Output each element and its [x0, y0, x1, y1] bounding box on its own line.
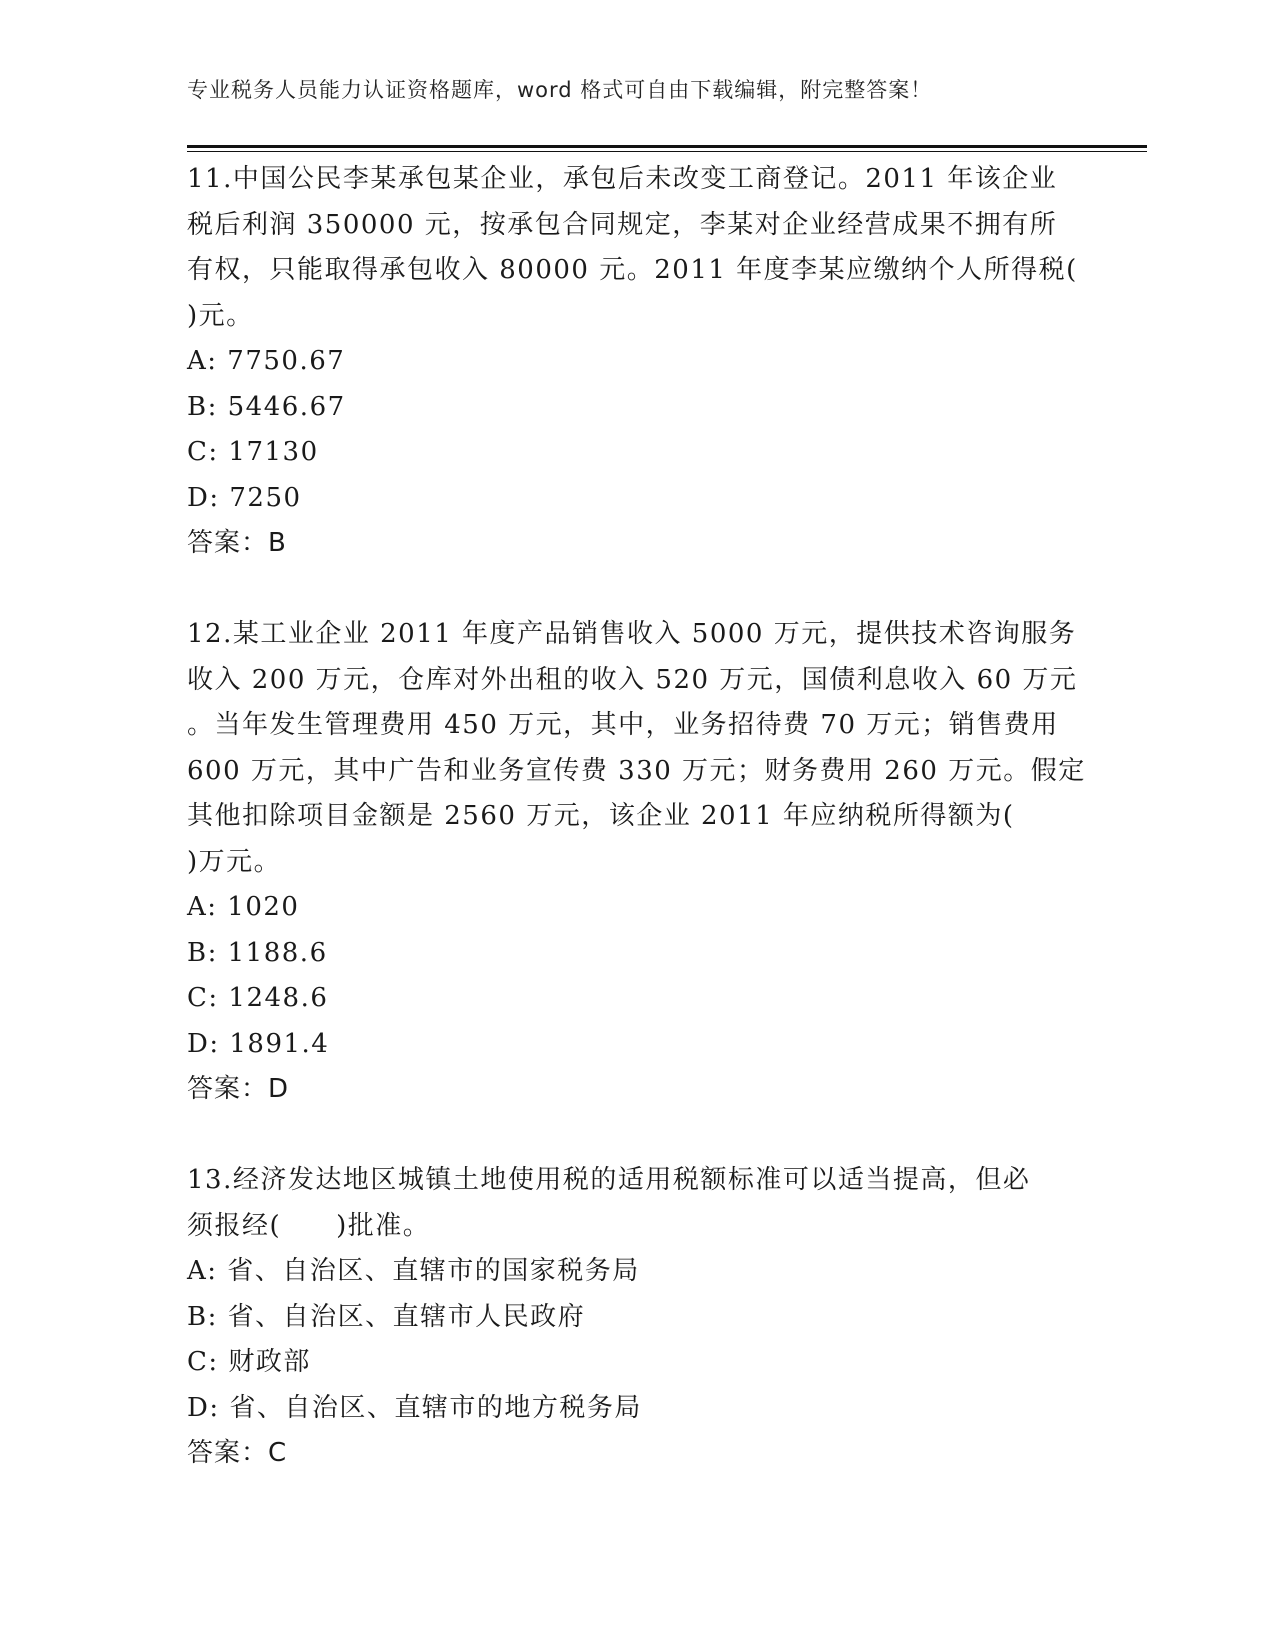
question-text-line: 收入 200 万元，仓库对外出租的收入 520 万元，国债利息收入 60 万元 [187, 664, 1078, 695]
option-b: B: 省、自治区、直辖市人民政府 [187, 1301, 586, 1332]
answer: 答案：C [187, 1438, 288, 1468]
question-13 [187, 1158, 1087, 1477]
option-b: B: 1188.6 [187, 937, 328, 968]
question-11 [187, 157, 1087, 567]
question-text-line: 13.经济发达地区城镇土地使用税的适用税额标准可以适当提高，但必 [187, 1165, 1031, 1195]
question-spacer [187, 1113, 1087, 1159]
question-text-line: )元。 [187, 300, 254, 331]
question-text-line: )万元。 [187, 846, 282, 877]
question-spacer [187, 567, 1087, 613]
question-text-line: 600 万元，其中广告和业务宣传费 330 万元；财务费用 260 万元。假定 [187, 755, 1086, 786]
question-text-line: 其他扣除项目金额是 2560 万元，该企业 2011 年应纳税所得额为( [187, 801, 1015, 831]
question-text-line: 11.中国公民李某承包某企业，承包后未改变工商登记。2011 年该企业 [187, 164, 1058, 194]
option-d: D: 1891.4 [187, 1028, 330, 1059]
option-c: C: 1248.6 [187, 983, 329, 1013]
header-rule-thin [187, 151, 1147, 152]
question-list [187, 157, 1087, 1477]
option-d: D: 7250 [187, 482, 302, 513]
answer: 答案：B [187, 528, 287, 558]
option-a: A: 7750.67 [187, 346, 346, 376]
question-text-line: 税后利润 350000 元，按承包合同规定，李某对企业经营成果不拥有所 [187, 209, 1058, 240]
question-text-line: 须报经( )批准。 [187, 1210, 431, 1241]
option-a: A: 1020 [187, 892, 300, 922]
answer: 答案：D [187, 1074, 290, 1104]
option-c: C: 17130 [187, 437, 319, 467]
option-a: A: 省、自治区、直辖市的国家税务局 [187, 1256, 640, 1286]
option-b: B: 5446.67 [187, 391, 346, 422]
question-text-line: 有权，只能取得承包收入 80000 元。2011 年度李某应缴纳个人所得税( [187, 255, 1078, 285]
question-12 [187, 612, 1087, 1113]
option-d: D: 省、自治区、直辖市的地方税务局 [187, 1392, 642, 1423]
question-text-line: 12.某工业企业 2011 年度产品销售收入 5000 万元，提供技术咨询服务 [187, 619, 1077, 649]
question-text-line: 。当年发生管理费用 450 万元，其中，业务招待费 70 万元；销售费用 [187, 710, 1059, 740]
option-c: C: 财政部 [187, 1347, 311, 1377]
header-rule-thick [187, 145, 1147, 148]
page-header: 专业税务人员能力认证资格题库，word 格式可自由下载编辑，附完整答案！ [187, 78, 933, 102]
